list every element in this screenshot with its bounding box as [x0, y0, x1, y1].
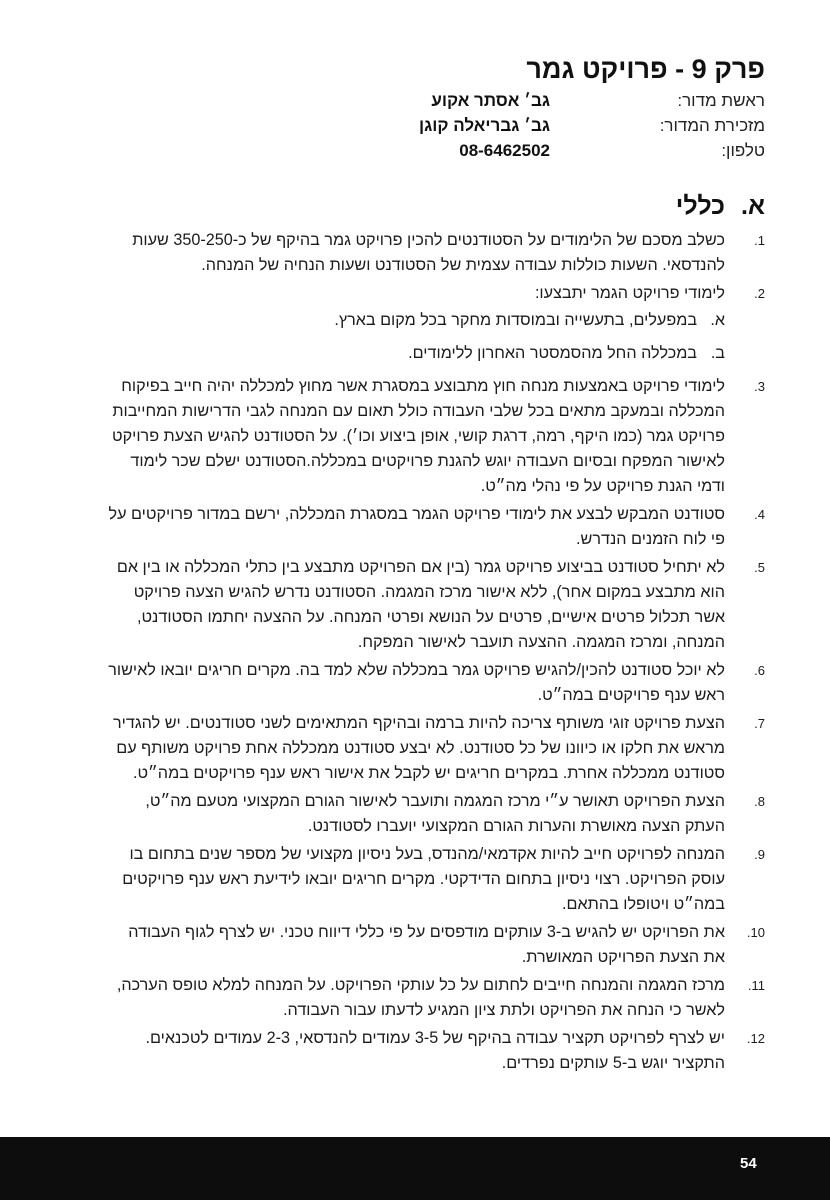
item-number: 3.	[754, 379, 765, 394]
list-item	[105, 658, 765, 708]
department-info	[405, 88, 765, 163]
list-item	[105, 281, 765, 366]
sub-item-text: במפעלים, בתעשייה ובמוסדות מחקר בכל מקום בארץ.	[334, 311, 697, 329]
item-number: 4.	[754, 507, 765, 522]
item-text: את הפרויקט יש להגיש ב-3 עותקים מודפסים על פי כללי דיווח טכני. יש לצרף לגוף העבודה את הצעת הפרויקט המאושרת.	[128, 923, 725, 966]
item-text: מרכז המגמה והמנחה חייבים לחתום על כל עותקי הפרויקט. על המנחה למלא טופס הערכה, לאשר כי הנחה את הפרויקט ולתת ציון המגיע לדעתו עבור העבודה.	[116, 976, 725, 1019]
section-letter: א.	[741, 192, 765, 220]
sub-list-item	[105, 341, 725, 366]
list-item	[105, 842, 765, 917]
item-number: 5.	[754, 560, 765, 575]
section-heading	[676, 190, 765, 222]
item-text: לא יוכל סטודנט להכין/להגיש פרויקט גמר במכללה שלא למד בה. מקרים חריגים יובאו לאישור ראש ענף פרויקטים במה״ט.	[108, 661, 725, 704]
list-item	[105, 973, 765, 1023]
phone-label: טלפון:	[721, 141, 765, 160]
section-title: כללי	[675, 192, 725, 220]
department-secretary-label: מזכירת המדור:	[659, 116, 765, 135]
list-item	[105, 228, 765, 278]
item-number: 11.	[747, 978, 765, 993]
sub-item-letter: א.	[710, 311, 725, 329]
item-text: לימודי פרויקט באמצעות מנחה חוץ מתבוצע במסגרת אשר מחוץ למכללה יהיה חייב בפיקוח המכללה ובמעקב מתאים בכל שלבי העבודה כולל תאום עם המנחה לגבי הדרישות המחייבות פרויקט גמר (כמו היקף, רמה, דרגת קושי, אופן ביצוע וכו׳). על הסטודנט להגיש הצעת פרויקט לאישור המפקח ובסיום העבודה יוגש להגנת פרויקטים במכללה.הסטודנט ישלם שכר לימוד ודמי הגנת פרויקט על פי נהלי מה״ט.	[112, 377, 725, 495]
item-number: 1.	[754, 233, 765, 248]
chapter-title: פרק 9 - פרויקט גמר	[526, 54, 765, 84]
item-number: 8.	[754, 794, 765, 809]
sub-list	[105, 308, 725, 366]
page-number: 54	[740, 1155, 757, 1172]
department-head-label: ראשת מדור:	[677, 91, 765, 110]
list-item	[105, 1026, 765, 1076]
department-secretary-row	[405, 113, 765, 138]
phone-number: 08-6462502	[459, 141, 550, 160]
department-head-name: גב׳ אסתר אקוע	[431, 91, 550, 110]
item-text: כשלב מסכם של הלימודים על הסטודנטים להכין פרויקט גמר בהיקף של כ-350-250 שעות להנדסאי. השעות כוללות עבודה עצמית של הסטודנט ושעות הנחיה של המנחה.	[132, 231, 725, 274]
list-item	[105, 920, 765, 970]
item-text: הצעת הפרויקט תאושר ע״י מרכז המגמה ותועבר לאישור הגורם המקצועי מטעם מה״ט, העתק הצעה מאושרת והערות הגורם המקצועי יועברו לסטודנט.	[145, 792, 725, 835]
item-number: 7.	[754, 716, 765, 731]
item-number: 9.	[754, 847, 765, 862]
list-item	[105, 502, 765, 552]
list-item	[105, 555, 765, 655]
item-text: לימודי פרויקט הגמר יתבצעו:	[534, 284, 725, 302]
sub-list-item	[105, 308, 725, 333]
item-number: 10.	[746, 925, 765, 940]
item-text: הצעת פרויקט זוגי משותף צריכה להיות ברמה ובהיקף המתאימים לשני סטודנטים. יש להגדיר מראש את חלקו או כיוונו של כל סטודנט. לא יבצע סטודנט ממכללה אחת פרויקט משותף עם סטודנט ממכללה אחרת. במקרים חריגים יש לקבל את אישור ראש ענף פרויקטים במה״ט.	[113, 714, 725, 782]
item-text: המנחה לפרויקט חייב להיות אקדמאי/מהנדס, בעל ניסיון מקצועי של מספר שנים בתחום בו עוסק הפרויקט. רצוי ניסיון בתחום הדידקטי. מקרים חריגים יובאו לידיעת ראש ענף פרויקטים במה״ט ויטופלו בהתאם.	[122, 845, 725, 913]
list-item	[105, 711, 765, 786]
phone-row	[405, 138, 765, 163]
item-number: 2.	[754, 286, 765, 301]
department-secretary-name: גב׳ גבריאלה קוגן	[419, 116, 550, 135]
sub-item-text: במכללה החל מהסמסטר האחרון ללימודים.	[408, 344, 697, 362]
list-item	[105, 789, 765, 839]
item-text: יש לצרף לפרויקט תקציר עבודה בהיקף של 3-5 עמודים להנדסאי, 2-3 עמודים לטכנאים. התקציר יוגש ב-5 עותקים נפרדים.	[145, 1029, 725, 1072]
item-text: לא יתחיל סטודנט בביצוע פרויקט גמר (בין אם הפרויקט מתבצע בין כתלי המכללה או בין אם הוא מתבצע במקום אחר), ללא אישור מרכז המגמה. הסטודנט נדרש להגיש הצעה פרויקט אשר תכלול פרטים אישיים, פרטים על הנושא ופרטי המנחה. על ההצעה יחתמו הסטודנט, המנחה, ומרכז המגמה. ההצעה תועבר לאישור המפקח.	[116, 558, 725, 651]
item-text: סטודנט המבקש לבצע את לימודי פרויקט הגמר במסגרת המכללה, ירשם במדור פרויקטים על פי לוח הזמנים הנדרש.	[108, 505, 725, 548]
list-item	[105, 374, 765, 499]
item-number: 6.	[754, 663, 765, 678]
sub-item-letter: ב.	[710, 344, 725, 362]
item-number: 12.	[746, 1031, 765, 1046]
department-head-row	[405, 88, 765, 113]
rules-list	[105, 228, 765, 1079]
page-footer	[0, 1137, 830, 1200]
